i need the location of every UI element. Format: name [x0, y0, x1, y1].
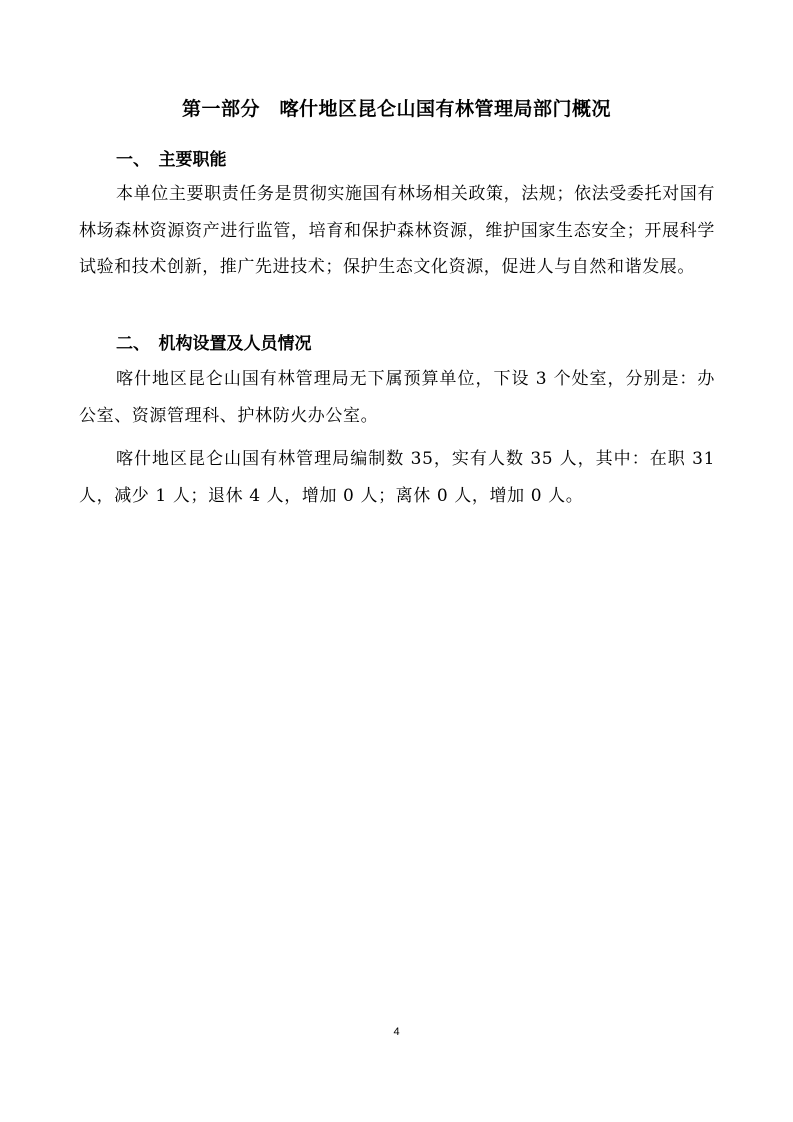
page-title: 第一部分 喀什地区昆仑山国有林管理局部门概况	[181, 98, 611, 120]
paragraph-staffing: 喀什地区昆仑山国有林管理局编制数 35，实有人数 35 人，其中：在职 31 人，减少 1 人；退休 4 人，增加 0 人；离休 0 人，增加 0 人。	[79, 449, 715, 506]
paragraph-main-functions: 本单位主要职责任务是贯彻实施国有林场相关政策，法规；依法受委托对国有林场森林资源资产进行监管，培育和保护森林资源，维护国家生态安全；开展科学试验和技术创新，推广先进技术；保护生态文化资源，促进人与自然和谐发展。	[79, 184, 715, 277]
section-heading-main-functions: 一、 主要职能	[116, 150, 227, 170]
paragraph-organization: 喀什地区昆仑山国有林管理局无下属预算单位，下设 3 个处室，分别是：办公室、资源管理科、护林防火办公室。	[79, 369, 715, 426]
section-heading-organization-staff: 二、 机构设置及人员情况	[116, 334, 312, 354]
page-number: 4	[393, 1026, 400, 1038]
